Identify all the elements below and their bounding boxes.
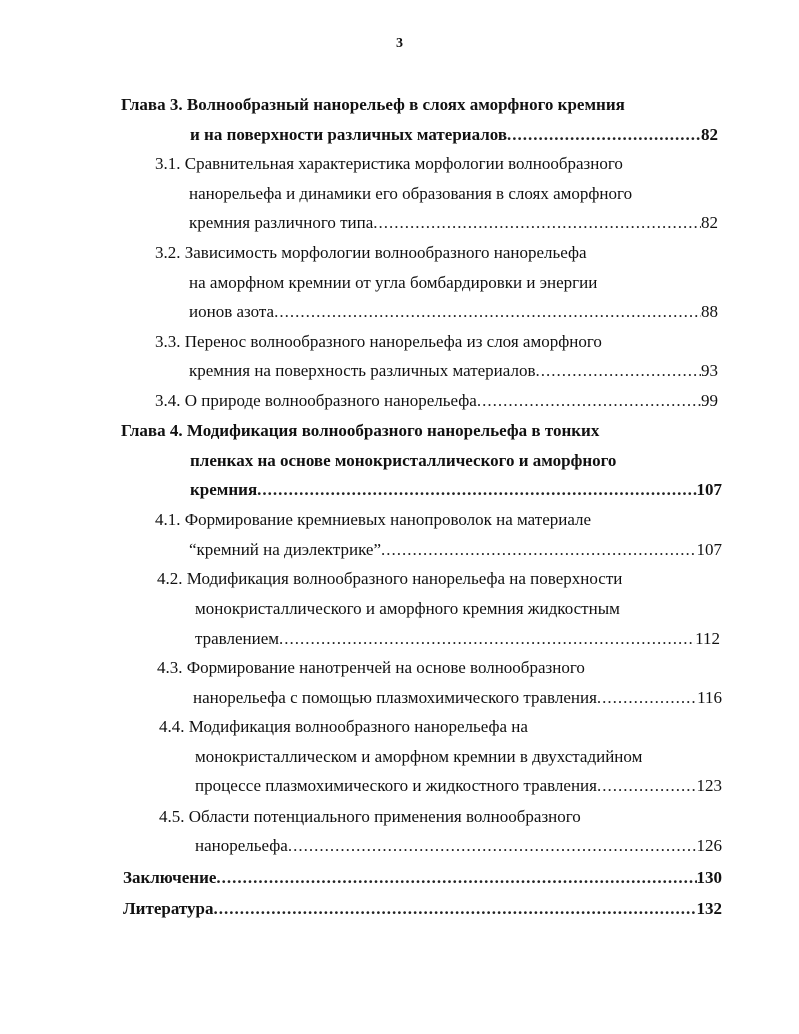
chapter-4-title: Глава 4. Модификация волнообразного нанорельефа в тонких [121, 421, 600, 440]
section-3-4-page: 99 [701, 391, 718, 410]
chapter-3-title: Глава 3. Волнообразный нанорельеф в слоях аморфного кремния [121, 95, 625, 114]
dot-leader [535, 358, 701, 384]
chapter-4-entry [190, 477, 722, 503]
dot-leader [381, 537, 696, 563]
section-3-1-title-cont: нанорельефа и динамики его образования в слоях аморфного [189, 184, 633, 203]
section-4-5-page: 126 [696, 836, 722, 855]
chapter-4-title-cont: пленках на основе монокристаллического и аморфного [190, 451, 617, 470]
conclusion-page: 130 [696, 868, 722, 887]
section-3-2-page: 88 [701, 302, 718, 321]
section-4-3-page: 116 [697, 688, 722, 707]
section-3-2-title: 3.2. Зависимость морфологии волнообразного нанорельефа [155, 243, 587, 262]
references-entry [123, 896, 722, 922]
section-3-2-title-end: ионов азота [189, 302, 275, 321]
dot-leader [597, 773, 697, 799]
section-4-1-title: 4.1. Формирование кремниевых нанопроволок на материале [155, 510, 592, 529]
section-4-5-title: 4.5. Области потенциального применения волнообразного [159, 807, 581, 826]
chapter-3-page: 82 [701, 125, 718, 144]
dot-leader [279, 626, 695, 652]
section-4-4-title-cont: монокристаллическом и аморфном кремнии в двухстадийном [195, 747, 643, 766]
section-3-1-entry [189, 210, 718, 236]
section-4-5-title-end: нанорельефа [195, 836, 288, 855]
section-3-3-page: 93 [701, 361, 718, 380]
section-4-2-title-end: травлением [195, 629, 280, 648]
conclusion-title: Заключение [123, 868, 217, 887]
dot-leader [274, 299, 701, 325]
references-page: 132 [696, 899, 722, 918]
section-3-4-entry [155, 388, 718, 414]
page-number: 3 [396, 36, 403, 51]
section-3-1-title: 3.1. Сравнительная характеристика морфологии волнообразного [155, 154, 623, 173]
chapter-4-page: 107 [696, 480, 722, 499]
dot-leader [597, 685, 697, 711]
section-4-4-page: 123 [696, 776, 722, 795]
dot-leader [507, 122, 701, 148]
dot-leader [257, 477, 696, 503]
section-4-3-title-end: нанорельефа с помощью плазмохимического травления [193, 688, 597, 707]
section-4-3-title: 4.3. Формирование нанотренчей на основе волнообразного [157, 658, 585, 677]
section-4-3-entry [193, 685, 722, 711]
chapter-3-entry [190, 122, 718, 148]
chapter-3-title-cont: и на поверхности различных материалов [190, 125, 508, 144]
section-4-4-title: 4.4. Модификация волнообразного нанорельефа на [159, 717, 528, 736]
section-3-3-title-end: кремния на поверхность различных материалов [189, 361, 536, 380]
section-4-1-entry [189, 537, 722, 563]
section-4-5-entry [195, 833, 722, 859]
dot-leader [373, 210, 701, 236]
section-4-1-title-end: “кремний на диэлектрике” [189, 540, 382, 559]
section-3-1-page: 82 [701, 213, 718, 232]
section-4-2-entry [195, 626, 720, 652]
dot-leader [288, 833, 697, 859]
section-4-2-title: 4.2. Модификация волнообразного нанорельефа на поверхности [157, 569, 623, 588]
section-3-2-title-cont: на аморфном кремнии от угла бомбардировки и энергии [189, 273, 598, 292]
section-4-4-title-end: процессе плазмохимического и жидкостного травления [195, 776, 597, 795]
conclusion-entry [123, 865, 722, 891]
dot-leader [216, 865, 696, 891]
section-3-2-entry [189, 299, 718, 325]
section-4-1-page: 107 [696, 540, 722, 559]
section-3-1-title-end: кремния различного типа [189, 213, 374, 232]
chapter-4-title-end: кремния [190, 480, 258, 499]
section-4-4-entry [195, 773, 722, 799]
section-4-2-page: 112 [695, 629, 720, 648]
section-4-2-title-cont: монокристаллического и аморфного кремния жидкостным [195, 599, 620, 618]
references-title: Литература [123, 899, 214, 918]
section-3-4-title: 3.4. О природе волнообразного нанорельефа [155, 391, 477, 410]
section-3-3-entry [189, 358, 718, 384]
section-3-3-title: 3.3. Перенос волнообразного нанорельефа из слоя аморфного [155, 332, 602, 351]
dot-leader [477, 388, 701, 414]
dot-leader [213, 896, 696, 922]
